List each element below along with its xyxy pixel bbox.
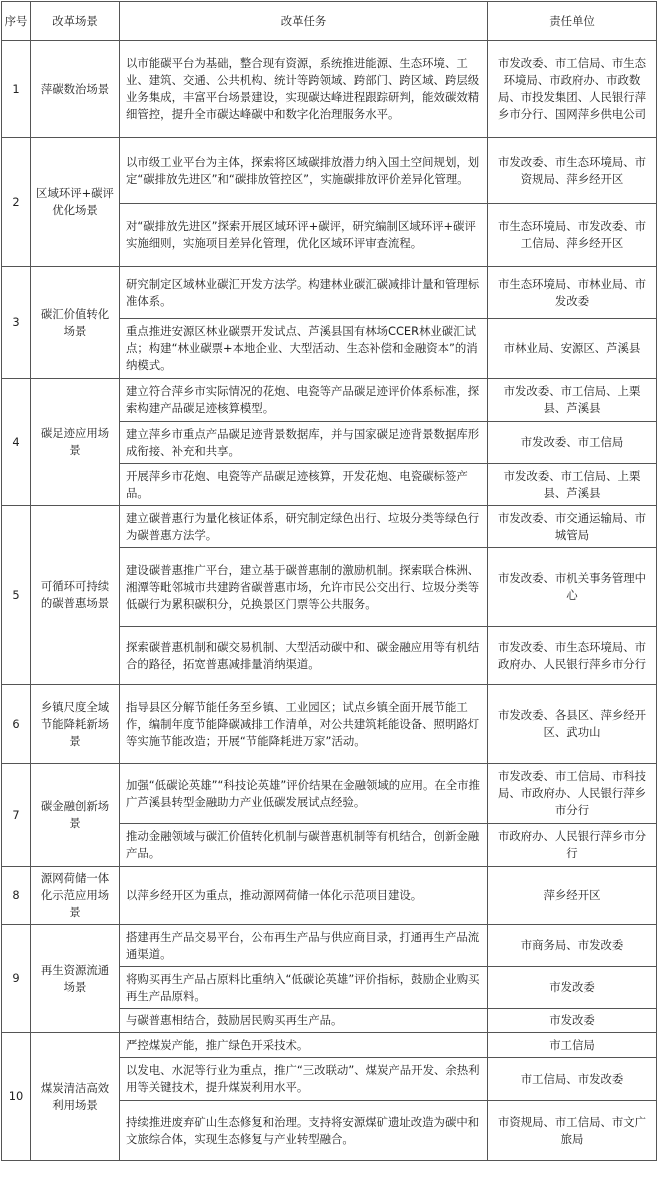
reform-task: 建立碳普惠行为量化核证体系，研究制定绿色出行、垃圾分类等绿色行为碳普惠方法学。 <box>120 506 488 548</box>
responsible-unit: 市发改委、市工信局、上栗县、芦溪县 <box>488 464 657 506</box>
reform-scene: 区域环评+碳评优化场景 <box>31 138 120 267</box>
header-task: 改革任务 <box>120 2 488 41</box>
row-number: 1 <box>2 41 31 138</box>
reform-task: 与碳普惠相结合，鼓励居民购买再生产品。 <box>120 1009 488 1033</box>
table-row <box>2 379 657 422</box>
header-scene: 改革场景 <box>31 2 120 41</box>
reform-task: 建设碳普惠推广平台，建立基于碳普惠制的激励机制。探索联合株洲、湘潭等毗邻城市共建跨省碳普惠市场，允许市民公交出行、垃圾分类等低碳行为累积碳积分，兑换景区门票等公共服务。 <box>120 548 488 627</box>
row-number: 3 <box>2 267 31 379</box>
responsible-unit: 市工信局 <box>488 1033 657 1058</box>
header-row <box>2 2 657 41</box>
responsible-unit: 市发改委、市工信局 <box>488 422 657 464</box>
table-row <box>2 267 657 319</box>
responsible-unit: 市发改委、市生态环境局、市资规局、萍乡经开区 <box>488 138 657 204</box>
responsible-unit: 市生态环境局、市发改委、市工信局、萍乡经开区 <box>488 204 657 267</box>
reform-task: 以发电、水泥等行业为重点，推广“三改联动”、煤炭产品开发、余热利用等关键技术，提升煤炭利用水平。 <box>120 1058 488 1101</box>
reform-task: 研究制定区域林业碳汇开发方法学。构建林业碳汇碳减排计量和管理标准体系。 <box>120 267 488 319</box>
table-row <box>2 925 657 967</box>
row-number: 10 <box>2 1033 31 1161</box>
reform-scene: 萍碳数治场景 <box>31 41 120 138</box>
table-row <box>2 1033 657 1058</box>
reform-scene: 可循环可持续的碳普惠场景 <box>31 506 120 685</box>
row-number: 9 <box>2 925 31 1033</box>
responsible-unit: 市发改委、市工信局、市科技局、市政府办、人民银行萍乡市分行 <box>488 764 657 824</box>
reform-scene: 碳汇价值转化场景 <box>31 267 120 379</box>
reform-task: 加强“低碳论英雄”“科技论英雄”评价结果在金融领域的应用。在全市推广芦溪县转型金融助力产业低碳发展试点经验。 <box>120 764 488 824</box>
responsible-unit: 市资规局、市工信局、市文广旅局 <box>488 1101 657 1161</box>
reform-task: 以萍乡经开区为重点，推动源网荷储一体化示范项目建设。 <box>120 867 488 925</box>
reform-task: 指导县区分解节能任务至乡镇、工业园区；试点乡镇全面开展节能工作，编制年度节能降碳减排工作清单，对公共建筑耗能设备、照明路灯等实施节能改造；开展“节能降耗进万家”活动。 <box>120 685 488 764</box>
responsible-unit: 市发改委 <box>488 1009 657 1033</box>
responsible-unit: 市生态环境局、市林业局、市发改委 <box>488 267 657 319</box>
table-row <box>2 685 657 764</box>
reform-task: 对“碳排放先进区”探索开展区域环评+碳评，研究编制区域环评+碳评实施细则，实施项目差异化管理，优化区域环评审查流程。 <box>120 204 488 267</box>
row-number: 6 <box>2 685 31 764</box>
reform-task: 推动金融领域与碳汇价值转化机制与碳普惠机制等有机结合，创新金融产品。 <box>120 824 488 867</box>
responsible-unit: 市发改委、市机关事务管理中心 <box>488 548 657 627</box>
row-number: 7 <box>2 764 31 867</box>
reform-task: 以市能碳平台为基础，整合现有资源，系统推进能源、生态环境、工业、建筑、交通、公共机构、统计等跨领域、跨部门、跨区域、跨层级业务集成，丰富平台场景建设，实现碳达峰进程跟踪研判，能效碳效精细管控，提升全市碳达峰碳中和数字化治理服务水平。 <box>120 41 488 138</box>
reform-task: 以市级工业平台为主体，探索将区域碳排放潜力纳入国土空间规划，划定“碳排放先进区”和“碳排放管控区”，实施碳排放评价差异化管理。 <box>120 138 488 204</box>
responsible-unit: 市工信局、市发改委 <box>488 1058 657 1101</box>
responsible-unit: 市商务局、市发改委 <box>488 925 657 967</box>
reform-task: 重点推进安源区林业碳票开发试点、芦溪县国有林场CCER林业碳汇试点；构建“林业碳票+本地企业、大型活动、生态补偿和金融资本”的消纳模式。 <box>120 319 488 379</box>
responsible-unit: 市发改委、市生态环境局、市政府办、人民银行萍乡市分行 <box>488 627 657 685</box>
row-number: 2 <box>2 138 31 267</box>
responsible-unit: 萍乡经开区 <box>488 867 657 925</box>
table-row <box>2 867 657 925</box>
table-body <box>2 41 657 1161</box>
table-row <box>2 764 657 824</box>
responsible-unit: 市发改委、市工信局、市生态环境局、市政府办、市政数局、市投发集团、人民银行萍乡市分行、国网萍乡供电公司 <box>488 41 657 138</box>
reform-table <box>1 1 657 1161</box>
responsible-unit: 市发改委 <box>488 967 657 1009</box>
reform-task: 建立符合萍乡市实际情况的花炮、电瓷等产品碳足迹评价体系标准，探索构建产品碳足迹核算模型。 <box>120 379 488 422</box>
reform-task: 建立萍乡市重点产品碳足迹背景数据库，并与国家碳足迹背景数据库形成衔接、补充和共享。 <box>120 422 488 464</box>
reform-task: 严控煤炭产能，推广绿色开采技术。 <box>120 1033 488 1058</box>
responsible-unit: 市发改委、市工信局、上栗县、芦溪县 <box>488 379 657 422</box>
table-row <box>2 41 657 138</box>
row-number: 8 <box>2 867 31 925</box>
responsible-unit: 市政府办、人民银行萍乡市分行 <box>488 824 657 867</box>
reform-task: 持续推进废弃矿山生态修复和治理。支持将安源煤矿遗址改造为碳中和文旅综合体，实现生态修复与产业转型融合。 <box>120 1101 488 1161</box>
reform-task: 搭建再生产品交易平台，公布再生产品与供应商目录，打通再生产品流通渠道。 <box>120 925 488 967</box>
responsible-unit: 市发改委、各县区、萍乡经开区、武功山 <box>488 685 657 764</box>
responsible-unit: 市林业局、安源区、芦溪县 <box>488 319 657 379</box>
reform-task: 将购买再生产品占原料比重纳入“低碳论英雄”评价指标，鼓励企业购买再生产品原料。 <box>120 967 488 1009</box>
header-seq: 序号 <box>2 2 31 41</box>
reform-task: 开展萍乡市花炮、电瓷等产品碳足迹核算，开发花炮、电瓷碳标签产品。 <box>120 464 488 506</box>
table-row <box>2 506 657 548</box>
row-number: 5 <box>2 506 31 685</box>
reform-scene: 再生资源流通场景 <box>31 925 120 1033</box>
row-number: 4 <box>2 379 31 506</box>
reform-scene: 碳足迹应用场景 <box>31 379 120 506</box>
header-unit: 责任单位 <box>488 2 657 41</box>
reform-scene: 乡镇尺度全域节能降耗新场景 <box>31 685 120 764</box>
reform-scene: 碳金融创新场景 <box>31 764 120 867</box>
reform-scene: 煤炭清洁高效利用场景 <box>31 1033 120 1161</box>
reform-task: 探索碳普惠机制和碳交易机制、大型活动碳中和、碳金融应用等有机结合的路径，拓宽普惠减排量消纳渠道。 <box>120 627 488 685</box>
table-row <box>2 138 657 204</box>
reform-scene: 源网荷储一体化示范应用场景 <box>31 867 120 925</box>
responsible-unit: 市发改委、市交通运输局、市城管局 <box>488 506 657 548</box>
